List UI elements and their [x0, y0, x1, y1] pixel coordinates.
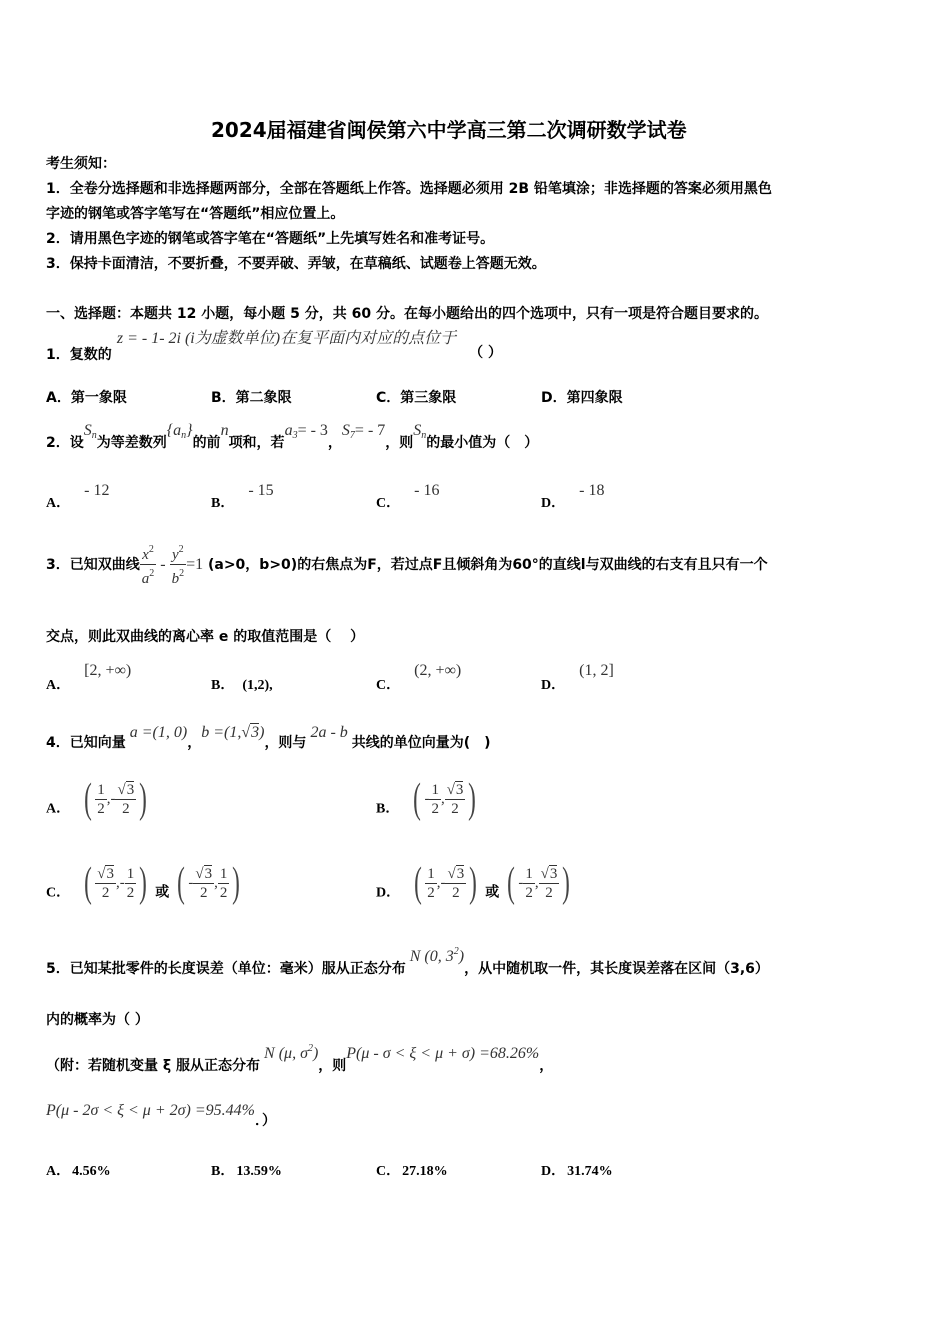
q5-note-end: ，	[539, 1058, 554, 1074]
q2-sn-2: $S_n$	[413, 422, 427, 441]
q1-math: z = - 1- 2i (i为虚数单位)在复平面内对应的点位于	[116, 330, 457, 347]
q2-sn: $S_n$	[83, 422, 97, 441]
q5-normal: N (0, $3^2$)	[409, 946, 465, 965]
q4-expr: 2a - b	[310, 724, 348, 741]
q5-p1: P(μ - σ < ξ < μ + σ) =68.26%	[346, 1045, 540, 1062]
q2-text-2: 为等差数列	[96, 435, 167, 451]
question-4	[46, 722, 491, 751]
q5-note-normal: N (μ, $\sigma^2$)	[264, 1043, 319, 1062]
q2-option-d: D．- 18	[541, 482, 605, 511]
q2-text-6: 的最小值为（ ）	[426, 435, 539, 451]
q2-option-a: A．- 12	[46, 482, 110, 511]
q3-option-c: C．(2, +∞)	[376, 662, 462, 693]
q5-p2: P(μ - 2σ < ξ < μ + 2σ) =95.44%	[46, 1102, 255, 1119]
q1-suffix: （ ）	[469, 345, 503, 361]
q2-text-3: 的前	[192, 435, 221, 451]
question-2	[46, 420, 539, 451]
q4-prefix: 4．已知向量	[46, 735, 126, 751]
q2-text-4: 项和，若	[228, 435, 285, 451]
q4-or-c: 或	[155, 884, 170, 901]
q2-eq-2: = - 7	[354, 422, 386, 439]
q3-option-a: A．[2, +∞)	[46, 662, 132, 693]
q2-an: $\{a_n\}$	[166, 422, 193, 441]
q4-option-d: D． ( $\frac{1}{2}$ , - $\frac{√3}{2}$ ) 或 ( - $\frac{1}{2}$ , $\frac{√3}{2}$ )	[376, 860, 571, 906]
q4-suffix: 共线的单位向量为( )	[351, 735, 491, 751]
q2-eq-1: = - 3	[297, 422, 328, 439]
q2-s7: $S_7$	[341, 422, 355, 441]
q4-option-b: B． ( - $\frac{1}{2}$ , $\frac{√3}{2}$ )	[376, 776, 477, 822]
q2-n: n	[220, 422, 229, 439]
q3-option-d: D．(1, 2]	[541, 662, 614, 693]
q4-comma: ，	[187, 735, 202, 751]
q5-option-d: D． 31.74%	[541, 1164, 613, 1179]
q3-text: (a>0，b>0)的右焦点为F，若过点F且倾斜角为60°的直线l与双曲线的右支有且只有一个	[203, 557, 768, 573]
q1-prefix: 1．复数的	[46, 347, 112, 363]
notice-item-1-line-1: 1．全卷分选择题和非选择题两部分，全部在答题纸上作答。选择题必须用 2B 铅笔填涂；非选择题的答案必须用黑色	[46, 181, 772, 197]
q3-prefix: 3．已知双曲线	[46, 557, 140, 573]
q3-frac-y: $\frac{y^2}{b^2}$	[170, 541, 187, 588]
q4-mid: ，则与	[264, 735, 307, 751]
q3-frac-x: $\frac{x^2}{a^2}$	[140, 541, 157, 588]
q5-line-2: 内的概率为（ ）	[46, 1012, 149, 1028]
q3-option-b: B． (1,2),	[211, 678, 273, 693]
q5-note	[46, 1043, 554, 1074]
notice-item-3: 3．保持卡面清洁，不要折叠，不要弄破、弄皱，在草稿纸、试题卷上答题无效。	[46, 256, 546, 272]
q1-option-d: D．第四象限	[541, 390, 623, 406]
q5-p2-line	[46, 1100, 276, 1129]
q2-text-1: 2．设	[46, 435, 84, 451]
q2-a3: $a_3$	[284, 422, 298, 441]
q5-line-1-pre: 5．已知某批零件的长度误差（单位：毫米）服从正态分布	[46, 961, 406, 977]
q2-option-c: C．- 16	[376, 482, 440, 511]
notice-item-1-line-2: 字迹的钢笔或答字笔写在“答题纸”相应位置上。	[46, 206, 345, 222]
page-title: 2024届福建省闽侯第六中学高三第二次调研数学试卷	[211, 118, 687, 142]
q1-option-c: C．第三象限	[376, 390, 457, 406]
q3-line-2: 交点，则此双曲线的离心率 e 的取值范围是（ ）	[46, 629, 365, 645]
q5-option-c: C． 27.18%	[376, 1164, 448, 1179]
q2-option-b: B．- 15	[211, 482, 274, 511]
q5-p2-end: ．）	[254, 1113, 276, 1129]
q1-option-a: A．第一象限	[46, 390, 127, 406]
q5-line-1-post: ，从中随机取一件，其长度误差落在区间（3,6）	[464, 961, 769, 977]
q4-option-c: C． ( $\frac{√3}{2}$ , - $\frac{1}{2}$ ) 或 ( - $\frac{√3}{2}$ , $\frac{1}{2}$ )	[46, 860, 241, 906]
q5-note-pre: （附：若随机变量 ξ 服从正态分布	[46, 1058, 261, 1074]
section-heading: 一、选择题：本题共 12 小题，每小题 5 分，共 60 分。在每小题给出的四个选项中，只有一项是符合题目要求的。	[46, 306, 768, 322]
question-5	[46, 946, 769, 977]
notice-item-2: 2．请用黑色字迹的钢笔或答字笔在“答题纸”上先填写姓名和准考证号。	[46, 231, 495, 247]
q2-comma: ，	[327, 435, 342, 451]
q1-option-b: B．第二象限	[211, 390, 292, 406]
q5-option-b: B． 13.59%	[211, 1164, 282, 1179]
q4-vector-b: b =(1,√3)	[201, 724, 265, 741]
q4-or-d: 或	[485, 884, 500, 901]
q3-eq: =1	[186, 556, 204, 573]
notice-heading: 考生须知：	[46, 156, 116, 172]
q5-note-mid: ，则	[318, 1058, 347, 1074]
q4-vector-a: a =(1, 0)	[129, 724, 188, 741]
question-3	[46, 541, 768, 588]
q4-option-a: A． ( $\frac{1}{2}$ , - $\frac{√3}{2}$ )	[46, 776, 148, 822]
q2-text-5: ，则	[385, 435, 414, 451]
question-1	[46, 327, 503, 363]
q5-option-a: A． 4.56%	[46, 1164, 111, 1179]
q3-minus: -	[160, 556, 166, 573]
